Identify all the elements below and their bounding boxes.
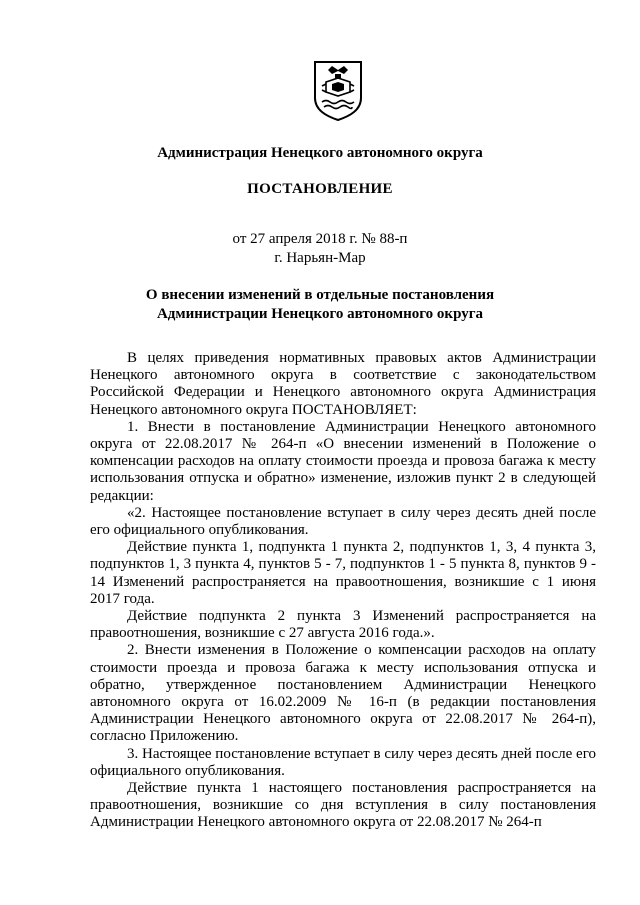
date-number: от 27 апреля 2018 г. № 88-п [232,231,408,247]
subject-line: О внесении изменений в отдельные постановления [145,287,495,303]
coat-of-arms-icon [312,58,364,122]
body-paragraph: «2. Настоящее постановление вступает в силу через десять дней после его официального опубликования. [90,504,596,539]
body-paragraph: Действие пункта 1 настоящего постановления распространяется на правоотношения, возникшие со дня вступления в силу постановления Администрации Ненецкого автономного округа от 22.08.2017 № 264-п [90,780,596,831]
body-paragraph: Действие пункта 1, подпункта 1 пункта 2, подпунктов 1, 3, 4 пункта 3, подпунктов 1, 3 пункта 4, пунктов 5 - 7, подпунктов 1 - 5 пункта 8, пунктов 9 - 14 Изменений распространяется на правоотношения, возникшие с 1 июня 2017 года. [90,539,596,607]
document-subject [0,286,640,324]
organization-heading: Администрация Ненецкого автономного округа [157,145,483,161]
city: г. Нарьян-Мар [274,250,366,266]
document-body [90,350,596,832]
body-paragraph: 3. Настоящее постановление вступает в силу через десять дней после его официального опубликования. [90,745,596,779]
document-type: ПОСТАНОВЛЕНИЕ [247,181,393,197]
body-paragraph: 2. Внести изменения в Положение о компенсации расходов на оплату стоимости проезда и провоза багажа к месту использования отпуска и обратно, утвержденное постановлением Администрации Ненецкого автономного округа от 16.02.2009 № 16-п (в редакции постановления Администрации Ненецкого автономного округа от 22.08.2017 № 264-п), согласно Приложению. [90,642,596,745]
body-paragraph: Действие подпункта 2 пункта 3 Изменений распространяется на правоотношения, возникшие с 27 августа 2016 года.». [90,608,596,642]
subject-line: Администрации Ненецкого автономного округа [156,306,484,322]
body-paragraph: В целях приведения нормативных правовых актов Администрации Ненецкого автономного округа в соответствие с законодательством Российской Федерации и Ненецкого автономного округа Администрация Ненецкого автономного округа ПОСТАНОВЛЯЕТ: [90,350,596,418]
body-paragraph: 1. Внести в постановление Администрации Ненецкого автономного округа от 22.08.2017 № 264-п «О внесении изменений в Положение о компенсации расходов на оплату стоимости проезда и провоза багажа к месту использования отпуска и обратно» изменение, изложив пункт 2 в следующей редакции: [90,418,596,504]
